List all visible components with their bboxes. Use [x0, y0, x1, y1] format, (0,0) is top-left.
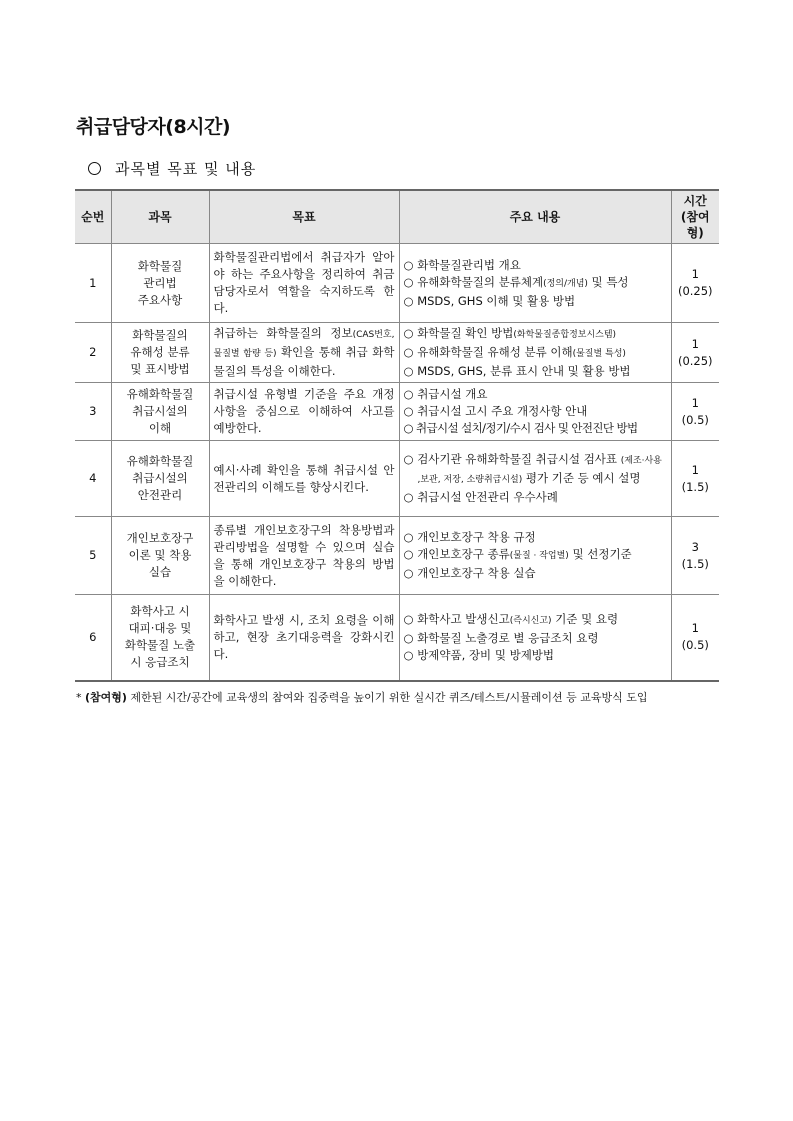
row-number: 6 [75, 595, 111, 681]
table-row [75, 383, 719, 441]
content-item: ○ 취급시설 고시 주요 개정사항 안내 [404, 403, 667, 420]
row-goal: 취급하는 화학물질의 정보(CAS번호, 물질별 함량 등) 확인을 통해 취급 화학물질의 특성을 이해한다. [209, 323, 399, 383]
row-content [399, 441, 671, 517]
content-item: ○ 취급시설 설치/정기/수시 검사 및 안전진단 방법 [404, 420, 667, 437]
table-row [75, 441, 719, 517]
table-row [75, 323, 719, 383]
row-subject: 유해화학물질 취급시설의 안전관리 [111, 441, 209, 517]
hollow-circle-icon [88, 162, 101, 175]
row-number: 5 [75, 517, 111, 595]
content-item: ○ 유해화학물질의 분류체계(정의/개념) 및 특성 [404, 274, 667, 293]
content-item: ○ 취급시설 안전관리 우수사례 [404, 489, 667, 506]
content-item: ○ 화학물질 노출경로 별 응급조치 요령 [404, 630, 667, 647]
row-number: 2 [75, 323, 111, 383]
row-time: 3 (1.5) [671, 517, 719, 595]
curriculum-table [75, 189, 719, 682]
row-time: 1 (1.5) [671, 441, 719, 517]
content-item: ○ 취급시설 개요 [404, 386, 667, 403]
table-row [75, 595, 719, 681]
content-item: ○ MSDS, GHS, 분류 표시 안내 및 활용 방법 [404, 363, 667, 380]
content-item: ○ 방제약품, 장비 및 방제방법 [404, 647, 667, 664]
row-number: 3 [75, 383, 111, 441]
content-item: ○ 화학물질관리법 개요 [404, 257, 667, 274]
row-subject: 화학물질의 유해성 분류 및 표시방법 [111, 323, 209, 383]
row-goal: 종류별 개인보호장구의 착용방법과 관리방법을 설명할 수 있으며 실습을 통해 개인보호장구 착용의 방법을 이해한다. [209, 517, 399, 595]
row-subject: 화학사고 시 대피·대응 및 화학물질 노출 시 응급조치 [111, 595, 209, 681]
row-time: 1 (0.25) [671, 323, 719, 383]
row-content [399, 595, 671, 681]
section-heading [88, 158, 256, 179]
table-header-row [75, 190, 719, 244]
page-title: 취급담당자(8시간) [76, 116, 231, 138]
row-time: 1 (0.5) [671, 383, 719, 441]
header-time [671, 190, 719, 244]
row-subject: 화학물질 관리법 주요사항 [111, 244, 209, 323]
row-content [399, 244, 671, 323]
row-number: 4 [75, 441, 111, 517]
section-heading-text: 과목별 목표 및 내용 [115, 160, 257, 178]
footnote-star: * [76, 691, 85, 704]
content-item: ○ 화학사고 발생신고(즉시신고) 기준 및 요령 [404, 611, 667, 630]
content-item: ○ 검사기관 유해화학물질 취급시설 검사표 (제조·사용 ,보관, 저장, 소량취급시설) 평가 기준 등 예시 설명 [404, 451, 667, 489]
row-time: 1 (0.5) [671, 595, 719, 681]
content-item: ○ 개인보호장구 착용 규정 [404, 529, 667, 546]
row-content [399, 383, 671, 441]
table-row [75, 517, 719, 595]
content-item: ○ 화학물질 확인 방법(화학물질종합정보시스템) [404, 325, 667, 344]
header-participatory-label: (참여형) [680, 210, 710, 240]
row-content [399, 323, 671, 383]
row-goal: 예시·사례 확인을 통해 취급시설 안전관리의 이해도를 향상시킨다. [209, 441, 399, 517]
footnote [76, 689, 648, 705]
row-goal: 취급시설 유형별 기준을 주요 개정사항을 중심으로 이해하여 사고를 예방한다. [209, 383, 399, 441]
content-item: ○ 개인보호장구 착용 실습 [404, 565, 667, 582]
row-subject: 유해화학물질 취급시설의 이해 [111, 383, 209, 441]
content-item: ○ MSDS, GHS 이해 및 활용 방법 [404, 293, 667, 310]
table-row [75, 244, 719, 323]
row-goal: 화학사고 발생 시, 조치 요령을 이해하고, 현장 초기대응력을 강화시킨다. [209, 595, 399, 681]
content-item: ○ 개인보호장구 종류(물질 · 작업별) 및 선정기준 [404, 546, 667, 565]
content-item: ○ 유해화학물질 유해성 분류 이해(물질별 특성) [404, 344, 667, 363]
header-goal: 목표 [209, 190, 399, 244]
row-goal: 화학물질관리법에서 취급자가 알아야 하는 주요사항을 정리하여 취금담당자로서 역할을 숙지하도록 한다. [209, 244, 399, 323]
row-content [399, 517, 671, 595]
header-subject: 과목 [111, 190, 209, 244]
footnote-text: 제한된 시간/공간에 교육생의 참여와 집중력을 높이기 위한 실시간 퀴즈/테스트/시뮬레이션 등 교육방식 도입 [126, 691, 648, 704]
header-time-label: 시간 [683, 194, 707, 208]
row-time: 1 (0.25) [671, 244, 719, 323]
footnote-label: (참여형) [85, 691, 127, 704]
header-no: 순번 [75, 190, 111, 244]
row-number: 1 [75, 244, 111, 323]
header-content: 주요 내용 [399, 190, 671, 244]
row-subject: 개인보호장구 이론 및 착용 실습 [111, 517, 209, 595]
